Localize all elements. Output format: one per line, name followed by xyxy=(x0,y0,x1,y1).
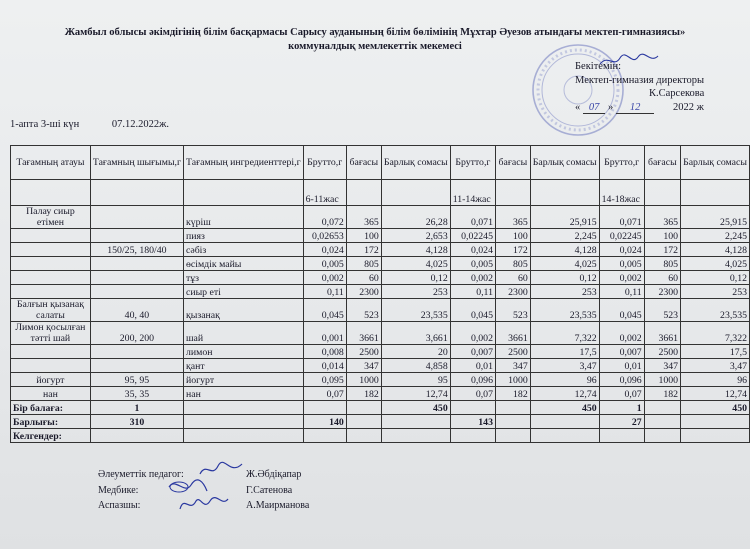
table-cell: 1000 xyxy=(644,373,680,387)
table-cell: 3,47 xyxy=(530,359,599,373)
table-cell: 23,535 xyxy=(381,299,450,322)
table-cell: 2,653 xyxy=(381,229,450,243)
table-cell: 0,005 xyxy=(599,257,644,271)
table-row xyxy=(11,257,750,271)
table-cell xyxy=(90,359,183,373)
table-row xyxy=(11,359,750,373)
table-cell: 17,5 xyxy=(681,345,750,359)
table-cell: 172 xyxy=(644,243,680,257)
table-cell: 0,071 xyxy=(450,206,495,229)
table-cell xyxy=(90,271,183,285)
table-cell: 0,045 xyxy=(599,299,644,322)
table-cell: 0,12 xyxy=(381,271,450,285)
table-cell: 100 xyxy=(346,229,381,243)
table-cell: 0,11 xyxy=(450,285,495,299)
table-cell: 0,007 xyxy=(599,345,644,359)
table-cell: 95, 95 xyxy=(90,373,183,387)
table-cell: 23,535 xyxy=(530,299,599,322)
table-cell: 100 xyxy=(495,229,530,243)
table-cell xyxy=(11,345,91,359)
table-cell xyxy=(90,285,183,299)
table-cell: йогурт xyxy=(184,373,304,387)
table-cell: 17,5 xyxy=(530,345,599,359)
table-cell xyxy=(11,271,91,285)
arrived-row: Келгендер: xyxy=(11,429,750,443)
table-cell: 365 xyxy=(644,206,680,229)
table-cell: 4,025 xyxy=(530,257,599,271)
table-cell: 365 xyxy=(346,206,381,229)
table-row xyxy=(11,271,750,285)
table-cell: 12,74 xyxy=(681,387,750,401)
table-cell: 0,002 xyxy=(599,322,644,345)
table-cell: 26,28 xyxy=(381,206,450,229)
table-cell: 0,02245 xyxy=(450,229,495,243)
cook-signature xyxy=(178,493,230,515)
table-cell: 20 xyxy=(381,345,450,359)
table-cell: Лимон қосылған тәтті шай xyxy=(11,322,91,345)
table-cell: қызанақ xyxy=(184,299,304,322)
table-row xyxy=(11,299,750,322)
table-cell: 7,322 xyxy=(530,322,599,345)
table-cell xyxy=(11,243,91,257)
table-cell xyxy=(90,206,183,229)
day-info xyxy=(10,119,199,130)
table-cell: 0,024 xyxy=(450,243,495,257)
table-cell: 0,045 xyxy=(450,299,495,322)
table-cell: қант xyxy=(184,359,304,373)
table-cell: 805 xyxy=(495,257,530,271)
table-cell: 0,095 xyxy=(303,373,346,387)
table-cell: 3661 xyxy=(346,322,381,345)
table-cell: 35, 35 xyxy=(90,387,183,401)
table-cell: 7,322 xyxy=(681,322,750,345)
table-cell: 805 xyxy=(346,257,381,271)
table-cell: йогурт xyxy=(11,373,91,387)
table-cell: 347 xyxy=(495,359,530,373)
table-cell: пияз xyxy=(184,229,304,243)
table-cell: 23,535 xyxy=(681,299,750,322)
table-cell: Палау сиыр етімен xyxy=(11,206,91,229)
table-cell: 347 xyxy=(346,359,381,373)
table-cell: 95 xyxy=(381,373,450,387)
table-cell: 0,096 xyxy=(450,373,495,387)
table-cell: 172 xyxy=(346,243,381,257)
table-cell: 0,096 xyxy=(599,373,644,387)
menu-table xyxy=(10,145,750,443)
table-row xyxy=(11,322,750,345)
table-cell: 25,915 xyxy=(681,206,750,229)
table-cell: 0,002 xyxy=(303,271,346,285)
table-cell: 0,071 xyxy=(599,206,644,229)
table-cell xyxy=(90,229,183,243)
table-cell: 0,07 xyxy=(599,387,644,401)
table-cell: 0,072 xyxy=(303,206,346,229)
table-row xyxy=(11,345,750,359)
table-header-row: Тағамның атауы Тағамның шығымы,г Тағамның ингредиенттері,г Брутто,г бағасы Барлық сомасы Брутто,г бағасы Барлық сомасы Брутто,г бағасы Барлық сомасы xyxy=(11,146,750,180)
table-cell: 4,858 xyxy=(381,359,450,373)
table-cell: 2,245 xyxy=(681,229,750,243)
table-cell xyxy=(11,229,91,243)
menu-date: 07.12.2022ж. xyxy=(111,119,169,130)
table-cell: күріш xyxy=(184,206,304,229)
table-cell: 4,025 xyxy=(681,257,750,271)
table-cell: 96 xyxy=(530,373,599,387)
signature-row: Аспазшы: А.Маирманова xyxy=(98,500,310,511)
table-cell: нан xyxy=(184,387,304,401)
table-cell: 60 xyxy=(644,271,680,285)
table-cell: сәбіз xyxy=(184,243,304,257)
table-cell xyxy=(11,257,91,271)
table-cell: 100 xyxy=(644,229,680,243)
table-cell: 0,07 xyxy=(303,387,346,401)
table-cell: 3661 xyxy=(495,322,530,345)
header-line-1: Жамбыл облысы әкімдігінің білім басқармасы Сарысу ауданының білім бөлімінің Мұхтар Әуезов атындағы мектеп-гимназиясы» xyxy=(64,27,686,38)
table-cell: 523 xyxy=(346,299,381,322)
table-cell: 0,02245 xyxy=(599,229,644,243)
table-cell: 4,128 xyxy=(530,243,599,257)
table-cell: 0,002 xyxy=(599,271,644,285)
table-cell: 523 xyxy=(644,299,680,322)
age-group-row: 6-11жас 11-14жас 14-18жас xyxy=(11,180,750,206)
table-cell: 12,74 xyxy=(530,387,599,401)
table-cell: 40, 40 xyxy=(90,299,183,322)
table-row xyxy=(11,373,750,387)
table-cell: 2500 xyxy=(346,345,381,359)
table-cell: 4,025 xyxy=(381,257,450,271)
table-cell: 253 xyxy=(681,285,750,299)
table-cell: 96 xyxy=(681,373,750,387)
table-row xyxy=(11,387,750,401)
table-cell: 182 xyxy=(644,387,680,401)
table-cell: 182 xyxy=(346,387,381,401)
table-cell: 4,128 xyxy=(381,243,450,257)
table-row xyxy=(11,206,750,229)
table-cell: 0,005 xyxy=(450,257,495,271)
table-cell: 3,47 xyxy=(681,359,750,373)
table-cell: 4,128 xyxy=(681,243,750,257)
table-cell: 0,11 xyxy=(303,285,346,299)
table-cell: 2300 xyxy=(346,285,381,299)
table-cell: 0,005 xyxy=(303,257,346,271)
signature-row: Әлеуметтік педагог: Ж.Әбдіқапар xyxy=(98,469,302,480)
table-cell xyxy=(90,345,183,359)
table-cell: 0,002 xyxy=(450,322,495,345)
table-cell: 0,007 xyxy=(450,345,495,359)
table-cell: 253 xyxy=(530,285,599,299)
approval-date: « 07 » 12 2022 ж xyxy=(575,101,704,113)
header-line-2: коммуналдық мемлекеттік мекемесі xyxy=(288,41,462,52)
director-signature xyxy=(598,52,660,70)
table-cell: 0,01 xyxy=(599,359,644,373)
table-cell: 0,008 xyxy=(303,345,346,359)
director-position: Мектеп-гимназия директоры xyxy=(575,74,705,86)
table-cell: 60 xyxy=(495,271,530,285)
table-cell: 0,024 xyxy=(599,243,644,257)
approve-label: Бекітемін: xyxy=(575,61,622,72)
table-row xyxy=(11,243,750,257)
table-cell xyxy=(11,285,91,299)
table-cell: 2300 xyxy=(644,285,680,299)
table-cell: 1000 xyxy=(495,373,530,387)
table-cell: 60 xyxy=(346,271,381,285)
director-name: К.Сарсекова xyxy=(649,88,705,99)
table-cell: 0,01 xyxy=(450,359,495,373)
table-cell: 523 xyxy=(495,299,530,322)
table-row xyxy=(11,285,750,299)
table-cell: 3661 xyxy=(644,322,680,345)
table-cell: 0,001 xyxy=(303,322,346,345)
table-cell: 200, 200 xyxy=(90,322,183,345)
table-cell: 0,045 xyxy=(303,299,346,322)
table-cell: 0,11 xyxy=(599,285,644,299)
week-day: 1-апта 3-ші күн xyxy=(10,119,80,130)
signature-row: Медбике: Г.Сатенова xyxy=(98,484,293,496)
table-cell: Балғын қызанақ салаты xyxy=(11,299,91,322)
table-row xyxy=(11,229,750,243)
table-cell: 0,002 xyxy=(450,271,495,285)
table-cell: шай xyxy=(184,322,304,345)
table-cell: 25,915 xyxy=(530,206,599,229)
table-cell: 0,02653 xyxy=(303,229,346,243)
table-cell xyxy=(11,359,91,373)
table-cell: 2,245 xyxy=(530,229,599,243)
table-cell: 1000 xyxy=(346,373,381,387)
table-cell: 182 xyxy=(495,387,530,401)
table-cell: 0,014 xyxy=(303,359,346,373)
table-cell: 347 xyxy=(644,359,680,373)
table-cell: 2300 xyxy=(495,285,530,299)
table-cell: 253 xyxy=(381,285,450,299)
table-cell: 12,74 xyxy=(381,387,450,401)
table-cell: 3,661 xyxy=(381,322,450,345)
table-cell: 0,024 xyxy=(303,243,346,257)
table-cell: 0,12 xyxy=(681,271,750,285)
total-row: Барлығы: 310 140 143 27 xyxy=(11,415,750,429)
table-cell: нан xyxy=(11,387,91,401)
table-cell: 0,07 xyxy=(450,387,495,401)
table-cell: 365 xyxy=(495,206,530,229)
table-cell: 0,12 xyxy=(530,271,599,285)
table-cell: 172 xyxy=(495,243,530,257)
table-cell: 150/25, 180/40 xyxy=(90,243,183,257)
table-cell: өсімдік майы xyxy=(184,257,304,271)
table-cell: 2500 xyxy=(644,345,680,359)
table-cell: лимон xyxy=(184,345,304,359)
per-child-row: Бір балаға: 1 450 450 1 450 xyxy=(11,401,750,415)
table-cell: тұз xyxy=(184,271,304,285)
table-cell xyxy=(90,257,183,271)
table-cell: 805 xyxy=(644,257,680,271)
table-cell: 2500 xyxy=(495,345,530,359)
table-cell: сиыр еті xyxy=(184,285,304,299)
